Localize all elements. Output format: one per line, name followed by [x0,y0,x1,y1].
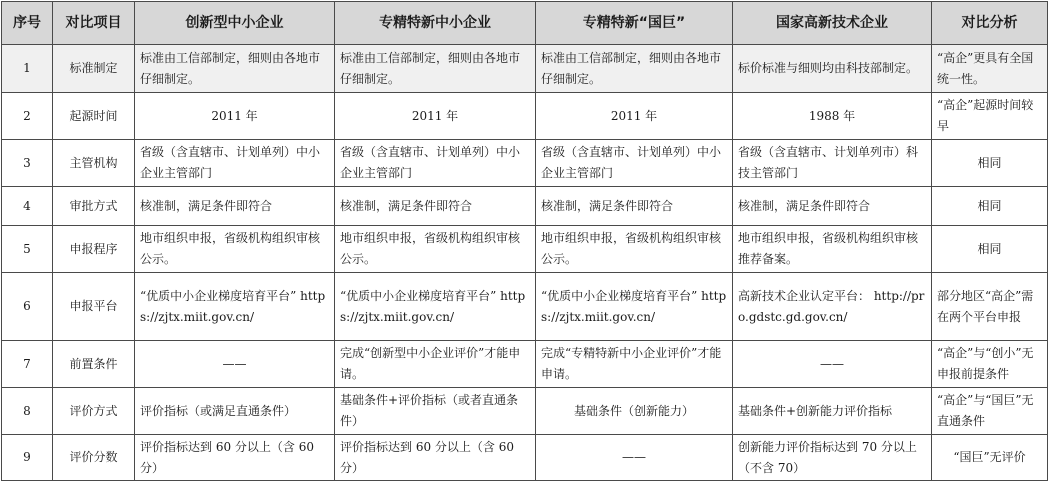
cell-little-giant: 地市组织申报，省级机构组织审核公示。 [536,226,733,273]
header-item: 对比项目 [53,2,135,45]
row-item: 起源时间 [53,93,135,140]
cell-innovative-sme: 省级（含直辖市、计划单列）中小企业主管部门 [135,140,335,187]
row-item: 主管机构 [53,140,135,187]
cell-analysis: 相同 [932,187,1048,226]
cell-high-tech-enterprise: —— [733,341,932,388]
row-item: 前置条件 [53,341,135,388]
row-item: 评价方式 [53,388,135,435]
cell-innovative-sme: 2011 年 [135,93,335,140]
row-item: 申报平台 [53,273,135,341]
cell-innovative-sme: 标准由工信部制定，细则由各地市仔细制定。 [135,45,335,93]
cell-specialized-sme: 评价指标达到 60 分以上（含 60 分） [335,435,536,481]
table-row [2,226,1048,273]
table-row [2,93,1048,140]
cell-little-giant: 核准制，满足条件即符合 [536,187,733,226]
header-innovative-sme: 创新型中小企业 [135,2,335,45]
cell-high-tech-enterprise: 标价标准与细则均由科技部制定。 [733,45,932,93]
cell-high-tech-enterprise: 省级（含直辖市、计划单列市）科技主管部门 [733,140,932,187]
header-specialized-sme: 专精特新中小企业 [335,2,536,45]
cell-specialized-sme: 完成“创新型中小企业评价”才能申请。 [335,341,536,388]
cell-innovative-sme: 核准制，满足条件即符合 [135,187,335,226]
cell-high-tech-enterprise: 创新能力评价指标达到 70 分以上（不含 70） [733,435,932,481]
cell-little-giant: 2011 年 [536,93,733,140]
cell-little-giant: 完成“专精特新中小企业评价”才能申请。 [536,341,733,388]
cell-specialized-sme: 省级（含直辖市、计划单列）中小企业主管部门 [335,140,536,187]
row-num: 7 [2,341,53,388]
header-high-tech-enterprise: 国家高新技术企业 [733,2,932,45]
table-row [2,341,1048,388]
cell-innovative-sme: 评价指标达到 60 分以上（含 60 分） [135,435,335,481]
cell-specialized-sme: 地市组织申报，省级机构组织审核公示。 [335,226,536,273]
cell-little-giant: 基础条件（创新能力） [536,388,733,435]
table-row [2,435,1048,481]
row-num: 8 [2,388,53,435]
cell-analysis: 部分地区“高企”需在两个平台申报 [932,273,1048,341]
row-num: 2 [2,93,53,140]
table-row [2,388,1048,435]
cell-innovative-sme: 地市组织申报，省级机构组织审核公示。 [135,226,335,273]
cell-high-tech-enterprise: 地市组织申报，省级机构组织审核推荐备案。 [733,226,932,273]
row-num: 6 [2,273,53,341]
row-num: 3 [2,140,53,187]
cell-high-tech-enterprise: 核准制，满足条件即符合 [733,187,932,226]
cell-specialized-sme: 标准由工信部制定，细则由各地市仔细制定。 [335,45,536,93]
row-item: 申报程序 [53,226,135,273]
cell-high-tech-enterprise: 1988 年 [733,93,932,140]
cell-specialized-sme: 核准制，满足条件即符合 [335,187,536,226]
cell-analysis: “高企”起源时间较早 [932,93,1048,140]
cell-innovative-sme: —— [135,341,335,388]
cell-innovative-sme: “优质中小企业梯度培育平台” https://zjtx.miit.gov.cn/ [135,273,335,341]
cell-analysis: “国巨”无评价 [932,435,1048,481]
cell-little-giant: 省级（含直辖市、计划单列）中小企业主管部门 [536,140,733,187]
row-item: 审批方式 [53,187,135,226]
row-num: 9 [2,435,53,481]
cell-analysis: 相同 [932,226,1048,273]
row-num: 5 [2,226,53,273]
table-row [2,45,1048,93]
cell-analysis: 相同 [932,140,1048,187]
cell-specialized-sme: 基础条件+评价指标（或者直通条件） [335,388,536,435]
cell-specialized-sme: “优质中小企业梯度培育平台” https://zjtx.miit.gov.cn/ [335,273,536,341]
comparison-table [1,1,1048,481]
row-num: 4 [2,187,53,226]
table-row [2,140,1048,187]
header-little-giant: 专精特新“国巨” [536,2,733,45]
cell-analysis: “高企”更具有全国统一性。 [932,45,1048,93]
cell-high-tech-enterprise: 高新技术企业认定平台： http://pro.gdstc.gd.gov.cn/ [733,273,932,341]
row-item: 评价分数 [53,435,135,481]
cell-little-giant: “优质中小企业梯度培育平台” https://zjtx.miit.gov.cn/ [536,273,733,341]
cell-high-tech-enterprise: 基础条件+创新能力评价指标 [733,388,932,435]
cell-specialized-sme: 2011 年 [335,93,536,140]
cell-analysis: “高企”与“创小”无申报前提条件 [932,341,1048,388]
cell-innovative-sme: 评价指标（或满足直通条件） [135,388,335,435]
row-num: 1 [2,45,53,93]
cell-analysis: “高企”与“国巨”无直通条件 [932,388,1048,435]
table-row [2,273,1048,341]
header-num: 序号 [2,2,53,45]
table-row [2,187,1048,226]
cell-little-giant: 标准由工信部制定，细则由各地市仔细制定。 [536,45,733,93]
row-item: 标准制定 [53,45,135,93]
cell-little-giant: —— [536,435,733,481]
header-analysis: 对比分析 [932,2,1048,45]
table-header-row [2,2,1048,45]
